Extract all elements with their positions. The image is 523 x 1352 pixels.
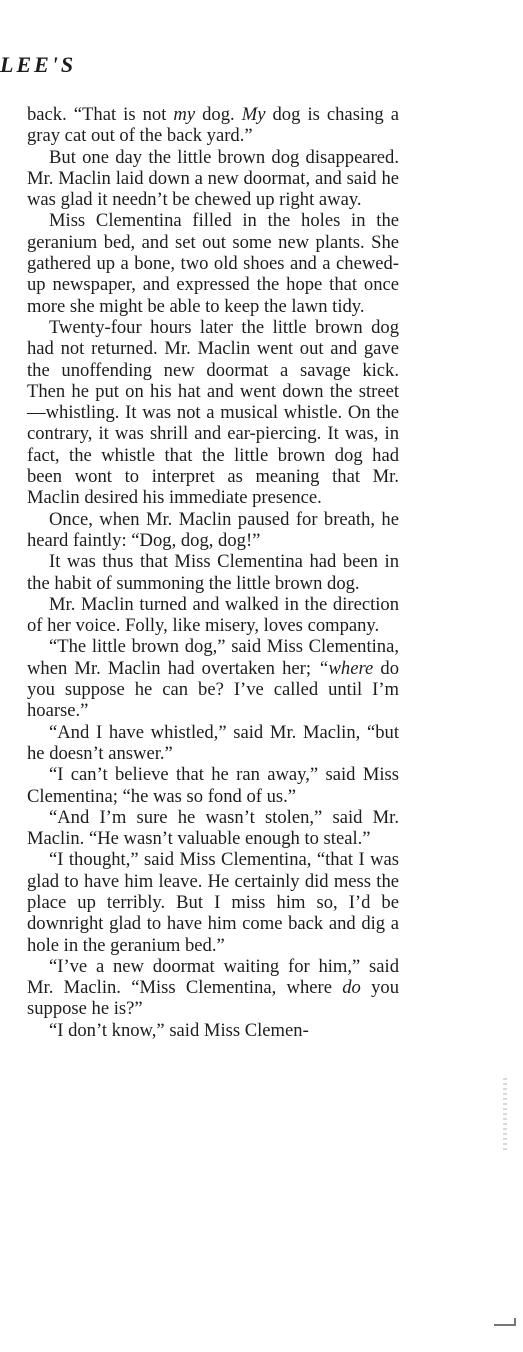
running-head: LEE'S <box>0 52 77 77</box>
text-run: dog is chasing a gray cat out of the back yard.” <box>27 104 399 147</box>
paragraph <box>27 210 399 316</box>
emphasized-text: do <box>342 977 361 999</box>
text-run: “I don’t know,” said Miss Clemen- <box>49 1019 309 1041</box>
text-run: Miss Clementina filled in the holes in the geranium bed, and set out some new plants. She gathered up a bone, two old shoes and a chewed-up newspaper, and expressed the hope that once more she might be able to keep the lawn tidy. <box>27 210 399 317</box>
text-run: “I thought,” said Miss Clementina, “that I was glad to have him leave. He certainly did mess the place up terribly. But I miss him so, I’d be downright glad to have him come back and dig a hole in the geranium bed.” <box>27 849 399 956</box>
emphasized-text: my <box>173 104 196 125</box>
text-run: Mr. Maclin turned and walked in the direction of her voice. Folly, like misery, loves company. <box>27 593 399 637</box>
paragraph <box>27 764 399 807</box>
paragraph <box>27 807 399 850</box>
emphasized-text: My <box>241 104 266 125</box>
paragraph <box>27 509 399 552</box>
paragraph <box>27 956 399 1020</box>
paragraph <box>27 636 399 721</box>
text-run: dog. <box>195 104 242 125</box>
text-run: Once, when Mr. Maclin paused for breath, he heard faintly: “Dog, dog, dog!” <box>27 508 399 551</box>
emphasized-text: “where <box>318 657 374 679</box>
paragraph <box>27 551 399 594</box>
text-column <box>27 104 399 1041</box>
paragraph <box>27 147 399 211</box>
text-run: Twenty-four hours later the little brown dog had not returned. Mr. Maclin went out and gave the unoffending new doormat a savage kick. Then he put on his hat and went down the street —whistling. It was not a musical whistle. On the contrary, it was shrill and ear-piercing. It was, in fact, the whistle that the little brown dog had been wont to interpret as meaning that Mr. Maclin desired his immediate presence. <box>27 316 399 509</box>
text-run: “The little brown dog,” said Miss Clementina, when Mr. Maclin had overtaken her; <box>27 636 399 679</box>
paragraph <box>27 104 399 147</box>
text-run: “I’ve a new doormat waiting for him,” said Mr. Maclin. “Miss Clementina, where <box>27 955 399 999</box>
paragraph <box>27 722 399 765</box>
text-run: But one day the little brown dog disappeared. Mr. Maclin laid down a new doormat, and said he was glad it needn’t be chewed up right away. <box>27 146 399 211</box>
text-run: do you suppose he can be? I’ve called until I’m hoarse.” <box>27 657 399 722</box>
paragraph <box>27 594 399 637</box>
paragraph <box>27 317 399 509</box>
paragraph <box>27 1020 399 1041</box>
text-run: “And I’m sure he wasn’t stolen,” said Mr. Maclin. “He wasn’t valuable enough to steal.” <box>27 806 399 850</box>
paragraph <box>27 849 399 955</box>
text-run: It was thus that Miss Clementina had been in the habit of summoning the little brown dog. <box>27 551 399 594</box>
margin-speckle <box>503 1078 507 1150</box>
text-run: “And I have whistled,” said Mr. Maclin, “but he doesn’t answer.” <box>27 721 399 764</box>
text-run: “I can’t believe that he ran away,” said Miss Clementina; “he was so fond of us.” <box>27 764 399 807</box>
text-run: back. “That is not <box>27 104 174 125</box>
corner-mark <box>494 1318 516 1326</box>
text-run: you suppose he is?” <box>27 977 399 1020</box>
